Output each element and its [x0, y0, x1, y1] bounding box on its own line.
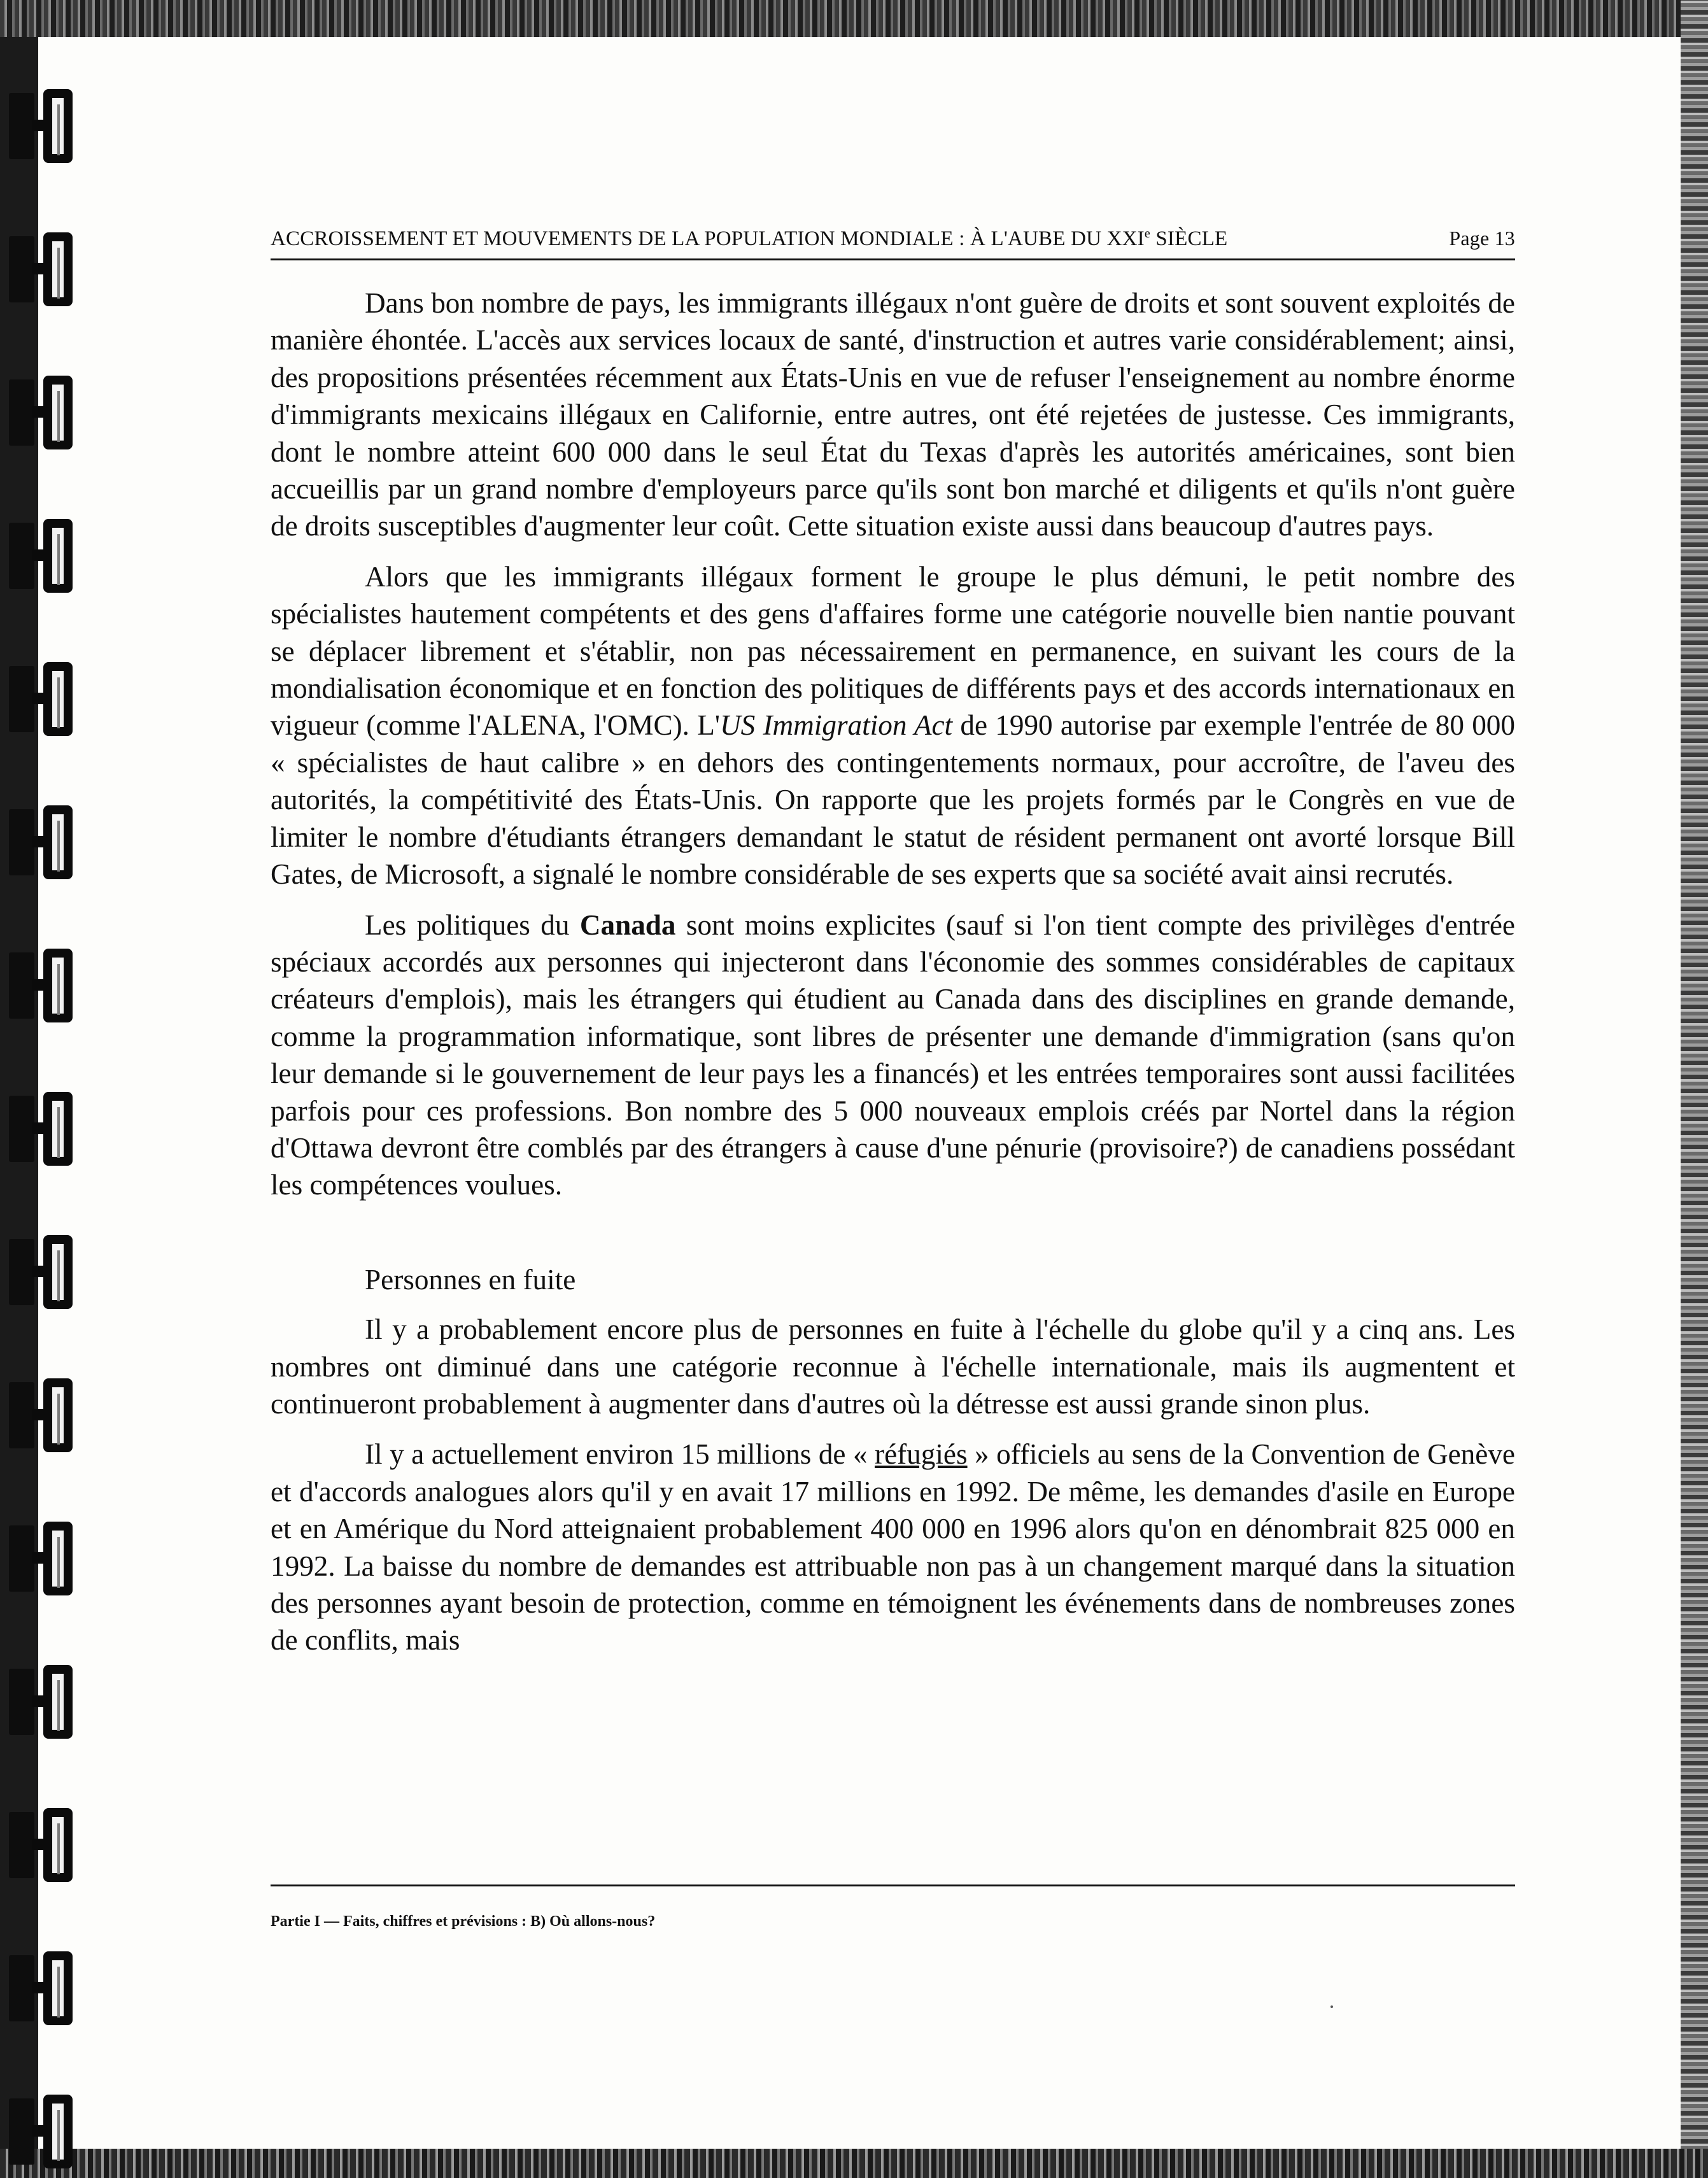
binding-ring: [9, 1808, 104, 1883]
paragraph: Dans bon nombre de pays, les immigrants illégaux n'ont guère de droits et sont souvent exploités de manière éhontée. L'accès aux services locaux de santé, d'instruction et autres varie considérablement; ainsi, des propositions présentées récemment aux États-Unis en vue de refuser l'enseignement au nombre énorme d'immigrants mexicains illégaux en Californie, entre autres, ont été rejetées de justesse. Ces immigrants, dont le nombre atteint 600 000 dans le seul État du Texas d'après les autorités américaines, sont bien accueillis par un grand nombre d'employeurs parce qu'ils sont bon marché et diligents et qu'ils n'ont guère de droits susceptibles d'augmenter leur coût. Cette situation existe aussi dans beaucoup d'autres pays.: [271, 287, 1515, 542]
paragraph: Les politiques du Canada sont moins explicites (sauf si l'on tient compte des privilèges d'entrée spéciaux accordés aux personnes qui injecteront dans l'économie des sommes considérables de capitaux créateurs d'emplois), mais les étrangers qui étudient au Canada dans des disciplines en grande demande, comme la programmation informatique, sont libres de présenter une demande d'immigration (sans qu'on leur demande si le gouvernement de leur pays les a financés) et les entrées temporaires sont aussi facilitées parfois pour ces professions. Bon nombre des 5 000 nouveaux emplois créés par Nortel dans la région d'Ottawa devront être comblés par des étrangers à cause d'une pénurie (provisoire?) de canadiens possédant les compétences voulues.: [271, 909, 1515, 1201]
page-number: Page 13: [1449, 227, 1515, 250]
footer-rule: [271, 1885, 1515, 1886]
section-heading: Personnes en fuite: [365, 1263, 576, 1296]
binding-ring: [9, 89, 104, 164]
scan-border-top: [0, 0, 1708, 37]
running-header: [271, 223, 1515, 260]
binding-ring: [9, 1951, 104, 2026]
italic-act-name: US Immigration Act: [719, 709, 953, 742]
binding-ring: [9, 232, 104, 308]
binding-ring: [9, 1665, 104, 1740]
document-body: [271, 285, 1515, 1672]
paragraph: Alors que les immigrants illégaux forment le groupe le plus démuni, le petit nombre des spécialistes hautement compétents et des gens d'affaires forme une catégorie nouvelle bien nantie pouvant se déplacer librement et s'établir, non pas nécessairement en permanence, en suivant les cours de la mondialisation économique et en fonction des politiques de différents pays et des accords internationaux en vigueur (comme l'ALENA, l'OMC). L'US Immigration Act de 1990 autorise par exemple l'entrée de 80 000 « spécialistes de haut calibre » en dehors des contingentements normaux, pour accroître, de l'aveu des autorités, la compétitivité des États-Unis. On rapporte que les projets formés par le Congrès en vue de limiter le nombre d'étudiants étrangers demandant le statut de résident permanent ont avorté lorsque Bill Gates, de Microsoft, a signalé le nombre considérable de ses experts que sa société avait ainsi recrutés.: [271, 560, 1515, 891]
spiral-binding: [0, 0, 108, 2178]
binding-ring: [9, 1522, 104, 1597]
scan-border-right: [1681, 0, 1708, 2178]
paragraph: Il y a probablement encore plus de personnes en fuite à l'échelle du globe qu'il y a cinq ans. Les nombres ont diminué dans une catégorie reconnue à l'échelle internationale, mais ils augmentent et continueront probablement à augmenter dans d'autres où la détresse est aussi grande sinon plus.: [271, 1313, 1515, 1420]
binding-ring: [9, 1235, 104, 1310]
binding-ring: [9, 805, 104, 880]
underlined-term: réfugiés: [875, 1438, 968, 1471]
running-footer: Partie I — Faits, chiffres et prévisions : B) Où allons-nous?: [271, 1913, 656, 1930]
binding-ring: [9, 1092, 104, 1167]
bold-canada: Canada: [579, 909, 676, 941]
binding-ring: [9, 519, 104, 594]
binding-ring: [9, 1378, 104, 1453]
paragraph: Il y a actuellement environ 15 millions de « réfugiés » officiels au sens de la Convention de Genève et d'accords analogues alors qu'il y en avait 17 millions en 1992. De même, les demandes d'asile en Europe et en Amérique du Nord atteignaient probablement 400 000 en 1996 alors qu'on en dénombrait 825 000 en 1992. La baisse du nombre de demandes est attribuable non pas à un changement marqué dans la situation des personnes ayant besoin de protection, comme en témoignent les événements dans de nombreuses zones de conflits, mais: [271, 1438, 1515, 1657]
binding-ring: [9, 949, 104, 1024]
binding-ring: [9, 662, 104, 737]
scan-speck: [1330, 2005, 1333, 2008]
binding-ring: [9, 2095, 104, 2170]
header-title: ACCROISSEMENT ET MOUVEMENTS DE LA POPULATION MONDIALE : À L'AUBE DU XXIe SIÈCLE: [271, 227, 1228, 250]
binding-ring: [9, 376, 104, 451]
scan-border-bottom: [0, 2149, 1708, 2178]
